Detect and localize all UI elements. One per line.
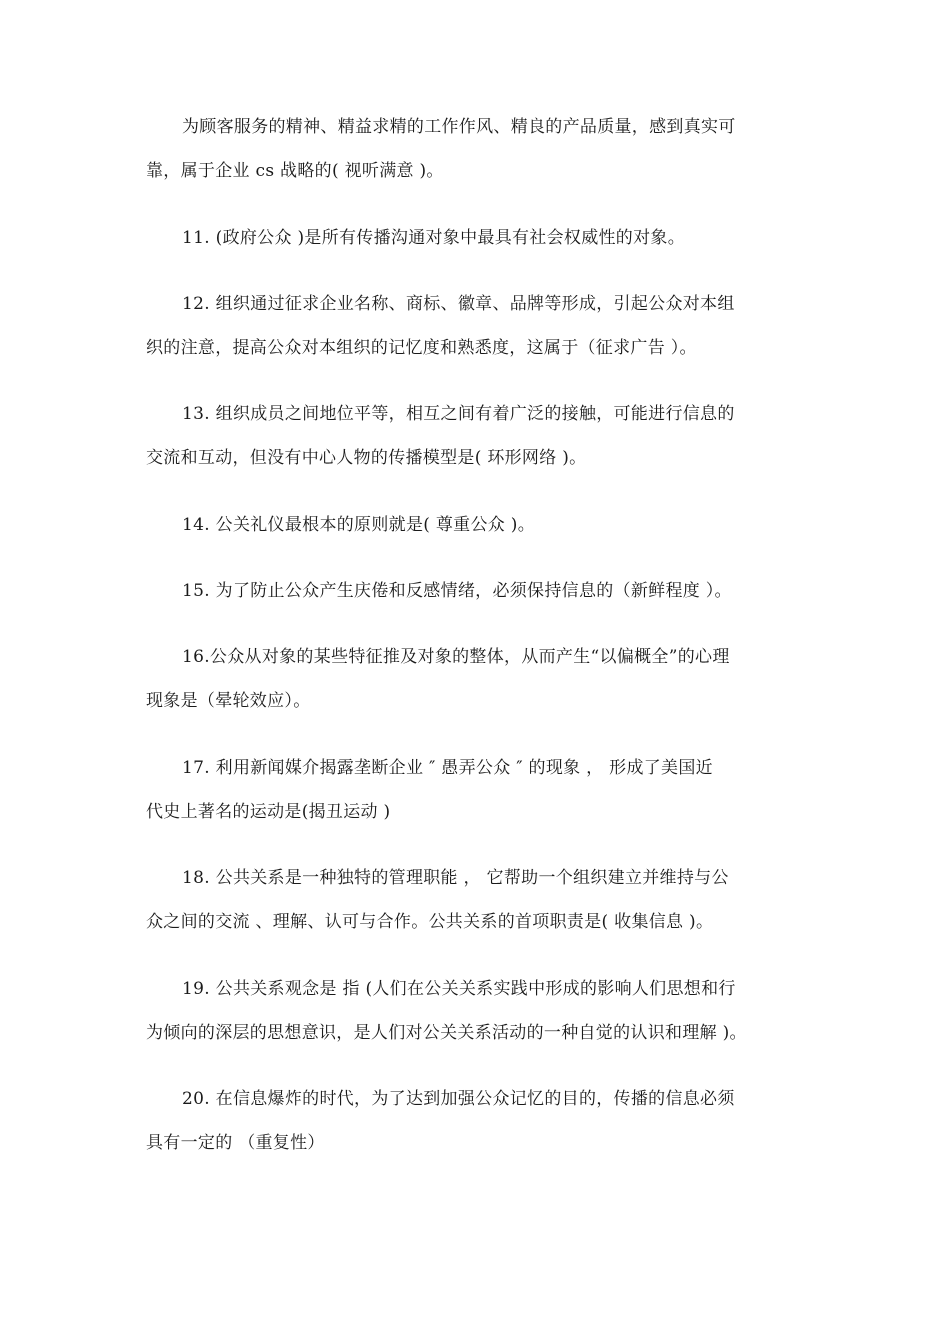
question-18-line-2: 众之间的交流 、理解、认可与合作。公共关系的首项职责是( 收集信息 )。	[146, 912, 714, 932]
paragraph-0-line-2: 靠，属于企业 cs 战略的( 视听满意 )。	[146, 161, 444, 181]
question-12-line-2: 织的注意，提高公众对本组织的记忆度和熟悉度，这属于（征求广告 ）。	[146, 338, 697, 358]
question-20-line-1: 20. 在信息爆炸的时代，为了达到加强公众记忆的目的，传播的信息必须	[182, 1089, 735, 1109]
question-16-line-1: 16.公众从对象的某些特征推及对象的整体，从而产生“以偏概全”的心理	[182, 647, 730, 667]
question-20-line-2: 具有一定的 （重复性）	[146, 1133, 325, 1153]
question-18-line-1: 18. 公共关系是一种独特的管理职能 ， 它帮助一个组织建立并维持与公	[182, 868, 729, 888]
question-13-line-1: 13. 组织成员之间地位平等，相互之间有着广泛的接触，可能进行信息的	[182, 404, 735, 424]
paragraph-0-line-1: 为顾客服务的精神、精益求精的工作作风、精良的产品质量，感到真实可	[182, 117, 736, 137]
question-14-line-1: 14. 公关礼仪最根本的原则就是( 尊重公众 )。	[182, 515, 536, 535]
question-17-line-1: 17. 利用新闻媒介揭露垄断企业 ″ 愚弄公众 ″ 的现象 ， 形成了美国近	[182, 758, 713, 778]
question-13-line-2: 交流和互动，但没有中心人物的传播模型是( 环形网络 )。	[146, 448, 587, 468]
question-19-line-2: 为倾向的深层的思想意识，是人们对公关关系活动的一种自觉的认识和理解 )。	[146, 1023, 747, 1043]
question-16-line-2: 现象是（晕轮效应）。	[146, 691, 311, 711]
question-12-line-1: 12. 组织通过征求企业名称、商标、徽章、品牌等形成，引起公众对本组	[182, 294, 735, 314]
question-11-line-1: 11. (政府公众 )是所有传播沟通对象中最具有社会权威性的对象。	[182, 228, 686, 248]
question-17-line-2: 代史上著名的运动是(揭丑运动 )	[146, 802, 391, 822]
question-15-line-1: 15. 为了防止公众产生庆倦和反感情绪，必须保持信息的（新鲜程度 ）。	[182, 581, 732, 601]
question-19-line-1: 19. 公共关系观念是 指 (人们在公关关系实践中形成的影响人们思想和行	[182, 979, 736, 999]
